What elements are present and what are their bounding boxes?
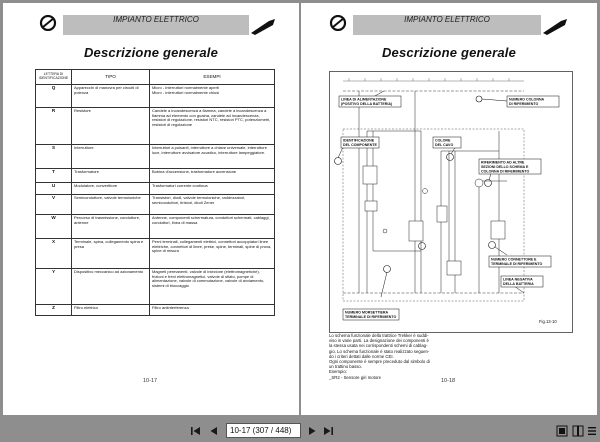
row-tipo: Trasformatore [72, 169, 150, 183]
description-line: la stessa usata nei corrispondenti schemi di cablag- [329, 343, 428, 349]
row-esempi: Trasformatori corrente continua [150, 183, 275, 195]
description-line: _SR2 - Sensore giri motore [329, 374, 382, 380]
column-ruler [349, 78, 509, 81]
circuit-components [363, 166, 505, 275]
callout-connettore-1: NUMERO CONNETTORE E [491, 257, 537, 262]
row-letter: V [36, 195, 72, 215]
table-row [36, 169, 275, 183]
page-number-field[interactable]: 10-17 (307 / 448) [226, 423, 301, 438]
row-letter: W [36, 215, 72, 239]
figure-label: Fig.13-10 [539, 319, 557, 324]
brand-logo-icon [39, 15, 59, 31]
callout-negativa-2: DELLA BATTERIA [503, 282, 534, 286]
callout-connettore-2: TERMINALE DI RIFERIMENTO [491, 262, 543, 266]
row-esempi: Perni terminali, collegamenti elettrici, connettori accoppiatori linee elettriche, connettori di linee, prese, spine, terminali, spine di prova, spine di misura [150, 239, 275, 269]
column-header-esempi: ESEMPI [150, 70, 275, 85]
menu-icon[interactable] [587, 425, 597, 437]
callout-numero-colonna-1: NUMERO COLONNA [509, 97, 545, 102]
description-line: Esempio: [329, 369, 347, 375]
row-esempi: Transistori, diodi, valvole termoioniche, raddrizzatori, semiconduttori, tiristori, diodi Zener [150, 195, 275, 215]
row-tipo: Terminale, spina, collegamento spina e presa [72, 239, 150, 269]
table-row [36, 305, 275, 316]
callout-morsettiera-1: NUMERO MORSETTIERA [345, 310, 389, 315]
table-row [36, 215, 275, 239]
pen-icon [249, 17, 279, 35]
page-navigation-toolbar [0, 420, 600, 442]
page-title: Descrizione generale [83, 45, 219, 60]
description-line: viso in varie parti. La designazione dei componenti è [329, 338, 429, 344]
callout-colore-2: DEL CAVO [435, 143, 454, 147]
callout-identificazione-1: IDENTIFICAZIONE [343, 138, 375, 143]
brand-logo-icon [329, 15, 349, 31]
header-title: IMPIANTO ELETTRICO [113, 15, 199, 24]
header-band [63, 15, 249, 35]
callout-identificazione-2: DEL COMPONENTE [343, 143, 377, 147]
row-esempi: Interruttori a pulsanti, interruttore a chiave universale, interruttore luce, interruttore avvisatore acustico, interruttore lampeggiatore. [150, 145, 275, 169]
description-line: Lo schema funzionale della trattrice Trekker è suddi- [329, 333, 429, 338]
column-header-letter: LETTERA DI IDENTIFICAZIONE [36, 70, 72, 85]
row-letter: Y [36, 269, 72, 305]
last-page-icon[interactable] [322, 424, 334, 438]
table-row [36, 183, 275, 195]
two-page-view-icon[interactable] [572, 425, 584, 437]
header-band [353, 15, 541, 35]
table-row [36, 195, 275, 215]
table-row [36, 269, 275, 305]
row-tipo: Apparecchi di manovra per circuiti di potenza [72, 85, 150, 108]
row-esempi: Antenne, componenti schermatura, conduttori schermati, cablaggi, conduttori, linea di massa [150, 215, 275, 239]
row-esempi: Bobina d'accensione, trasformatore accensione [150, 169, 275, 183]
row-letter: R [36, 108, 72, 145]
fit-page-icon[interactable] [556, 425, 568, 437]
row-letter: X [36, 239, 72, 269]
row-tipo: Percorso di trasmissione, conduttore, antenne [72, 215, 150, 239]
page-number: 10-17 [143, 378, 158, 384]
description-line: do i criteri dettati dalle norme CEI. [329, 353, 394, 359]
callout-alimentazione-2: (POSITIVO DELLA BATTERIA) [341, 102, 393, 106]
previous-page-icon[interactable] [208, 424, 220, 438]
callout-morsettiera-2: TERMINALE DI RIFERIMENTO [345, 315, 397, 319]
description-line: un trattino basso. [329, 364, 362, 370]
pen-icon [541, 17, 571, 35]
left-page [3, 3, 299, 415]
row-letter: Z [36, 305, 72, 316]
table-row [36, 145, 275, 169]
table-row [36, 108, 275, 145]
identification-table [35, 69, 275, 316]
column-header-tipo: TIPO [72, 70, 150, 85]
callout-riferimento-3: COLONNA DI RIFERIMENTO [481, 169, 530, 174]
row-tipo: Interruttore [72, 145, 150, 169]
row-letter: U [36, 183, 72, 195]
row-letter: T [36, 169, 72, 183]
schema-description [329, 333, 459, 380]
row-tipo: Modulatore, convertitore [72, 183, 150, 195]
row-esempi: Filtro antinterferenza [150, 305, 275, 316]
row-tipo: Resistore [72, 108, 150, 145]
row-letter: S [36, 145, 72, 169]
row-tipo: Semiconduttore, valvole termoioniche [72, 195, 150, 215]
callout-riferimento-2: SEZIONI DELLO SCHEMA E [481, 165, 529, 169]
row-esempi: Magneti permanenti, valvole di iniezione (elettromagnetiche), frizioni e freni elettromagnetici, valvole di sfiato, pompe di alimentazione, valvole di commutazione, valvole di avviamento, sistemi di bloccaggio [150, 269, 275, 305]
callout-negativa-1: LINEA NEGATIVA [503, 277, 533, 282]
row-letter: Q [36, 85, 72, 108]
component-region [343, 129, 524, 301]
circuit-wires [359, 91, 507, 293]
table-row [36, 85, 275, 108]
description-line: Ogni componente è sempre preceduto dal simbolo di [329, 359, 430, 365]
next-page-icon[interactable] [306, 424, 318, 438]
table-row [36, 239, 275, 269]
wiring-diagram [329, 71, 573, 333]
callout-colore-1: COLORE [435, 138, 451, 143]
description-line: gio. Lo schema funzionale è stato realizzato seguen- [329, 348, 430, 354]
callout-riferimento-1: RIFERIMENTO AD ALTRE [481, 160, 525, 165]
row-esempi: Candele a incandescenza a fiamma, candele a incandescenza a fiamma ad elemento con guaina, candele ad incandescenza, resistori di regolazione, resistori NTC, resistori PTC, potenziometri, resistori di regolazione [150, 108, 275, 145]
callout-numero-colonna-2: DI RIFERIMENTO [509, 102, 539, 106]
page-title: Descrizione generale [381, 45, 517, 60]
callout-alimentazione-1: LINEA DI ALIMENTAZIONE [341, 97, 387, 102]
first-page-icon[interactable] [190, 424, 202, 438]
row-tipo: Filtro elettrico [72, 305, 150, 316]
row-tipo: Dispositivo meccanico ad azionamento [72, 269, 150, 305]
right-page [301, 3, 597, 415]
table-header-row [36, 70, 275, 85]
header-title: IMPIANTO ELETTRICO [404, 15, 490, 24]
page-number: 10-18 [441, 378, 456, 384]
row-esempi: Micro - interruttori normalmente aperti Micro - interruttori normalmente chiusi [150, 85, 275, 108]
